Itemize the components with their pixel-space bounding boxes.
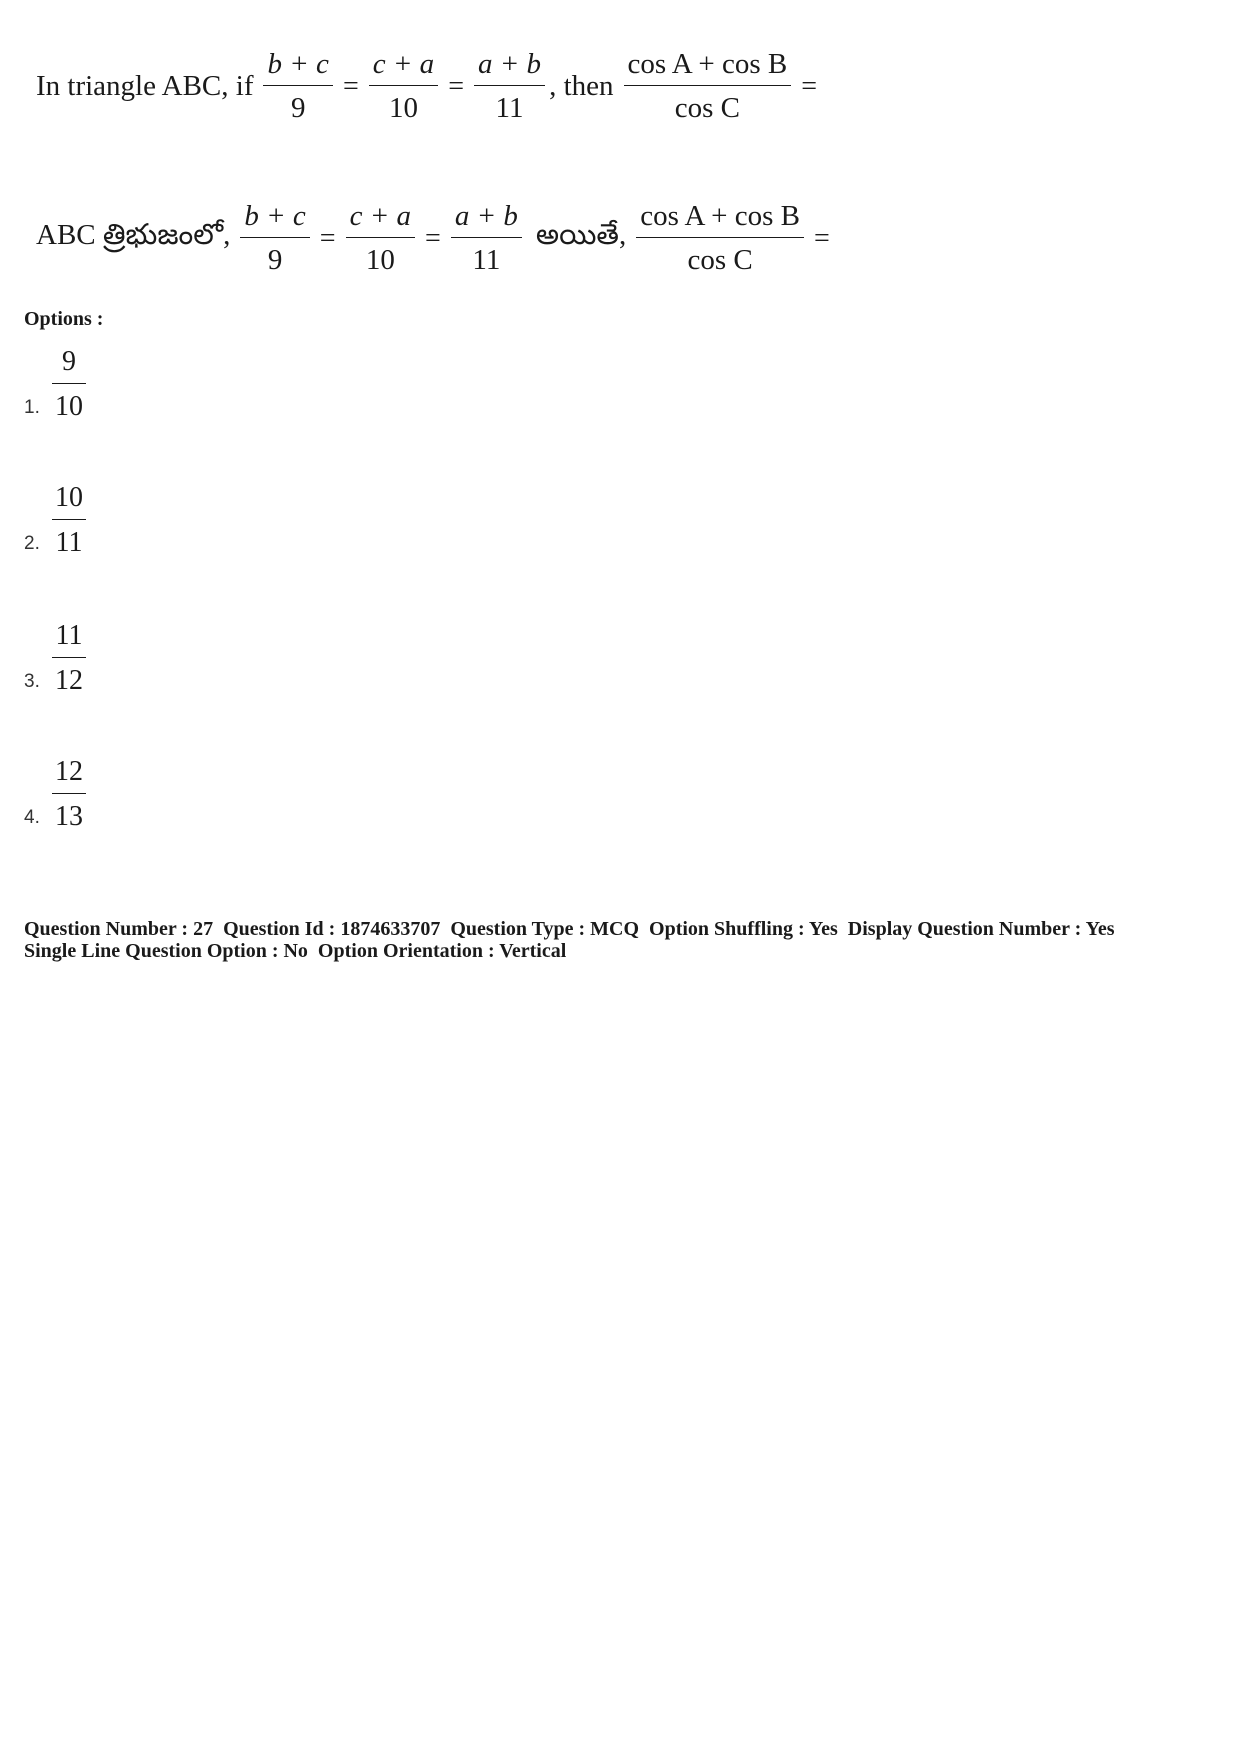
- numerator: 11: [52, 622, 86, 658]
- equals-sign: =: [814, 222, 830, 254]
- denominator: 10: [388, 92, 418, 124]
- numerator: 10: [52, 484, 86, 520]
- fraction-cos-target: [624, 50, 792, 123]
- question-telugu: [36, 202, 836, 275]
- numerator: 12: [52, 758, 86, 794]
- equals-sign: =: [448, 70, 464, 102]
- numerator: c + a: [369, 50, 438, 86]
- denominator: 10: [55, 391, 83, 422]
- option-fraction: [52, 484, 86, 557]
- option-number: 3.: [24, 671, 40, 692]
- denominator: cos C: [674, 92, 740, 124]
- fraction-a-plus-b: [474, 50, 545, 123]
- denominator: cos C: [687, 244, 753, 276]
- option-fraction: [52, 758, 86, 831]
- option-number: 2.: [24, 533, 40, 554]
- denominator: 10: [365, 244, 395, 276]
- fraction-c-plus-a: [346, 202, 415, 275]
- numerator: c + a: [346, 202, 415, 238]
- fraction-c-plus-a: [369, 50, 438, 123]
- equals-sign: =: [319, 222, 336, 254]
- option-3[interactable]: [24, 622, 90, 695]
- denominator: 13: [55, 801, 83, 832]
- fraction-b-plus-c: [240, 202, 309, 275]
- question-connector: , then: [549, 70, 614, 102]
- numerator: cos A + cos B: [624, 50, 792, 86]
- option-4[interactable]: [24, 758, 90, 831]
- numerator: b + c: [263, 50, 332, 86]
- option-number: 1.: [24, 397, 40, 418]
- fraction-a-plus-b: [451, 202, 522, 275]
- question-prefix: ABC త్రిభుజంలో,: [36, 218, 231, 251]
- question-prefix: In triangle ABC, if: [36, 70, 254, 102]
- denominator: 9: [290, 92, 306, 124]
- equals-sign: =: [342, 70, 359, 102]
- options-label: Options :: [24, 308, 104, 330]
- option-fraction: [52, 622, 86, 695]
- equals-sign: =: [801, 70, 818, 102]
- metadata-line-1: Question Number : 27 Question Id : 1874633707 Question Type : MCQ Option Shuffling : Yes Display Question Number : Yes: [24, 918, 1115, 940]
- numerator: 9: [52, 348, 86, 384]
- denominator: 11: [472, 244, 501, 276]
- numerator: a + b: [474, 50, 545, 86]
- option-1[interactable]: [24, 348, 90, 421]
- denominator: 9: [267, 244, 283, 276]
- numerator: b + c: [240, 202, 309, 238]
- question-english: [36, 50, 823, 123]
- denominator: 12: [55, 665, 83, 696]
- fraction-b-plus-c: [263, 50, 332, 123]
- question-connector: అయితే,: [535, 218, 627, 251]
- numerator: a + b: [451, 202, 522, 238]
- equals-sign: =: [425, 222, 441, 254]
- option-2[interactable]: [24, 484, 90, 557]
- option-fraction: [52, 348, 86, 421]
- numerator: cos A + cos B: [636, 202, 804, 238]
- option-number: 4.: [24, 807, 40, 828]
- fraction-cos-target: [636, 202, 804, 275]
- denominator: 11: [495, 92, 524, 124]
- question-metadata: [24, 918, 1114, 962]
- denominator: 11: [55, 527, 83, 558]
- metadata-line-2: Single Line Question Option : No Option Orientation : Vertical: [24, 940, 567, 962]
